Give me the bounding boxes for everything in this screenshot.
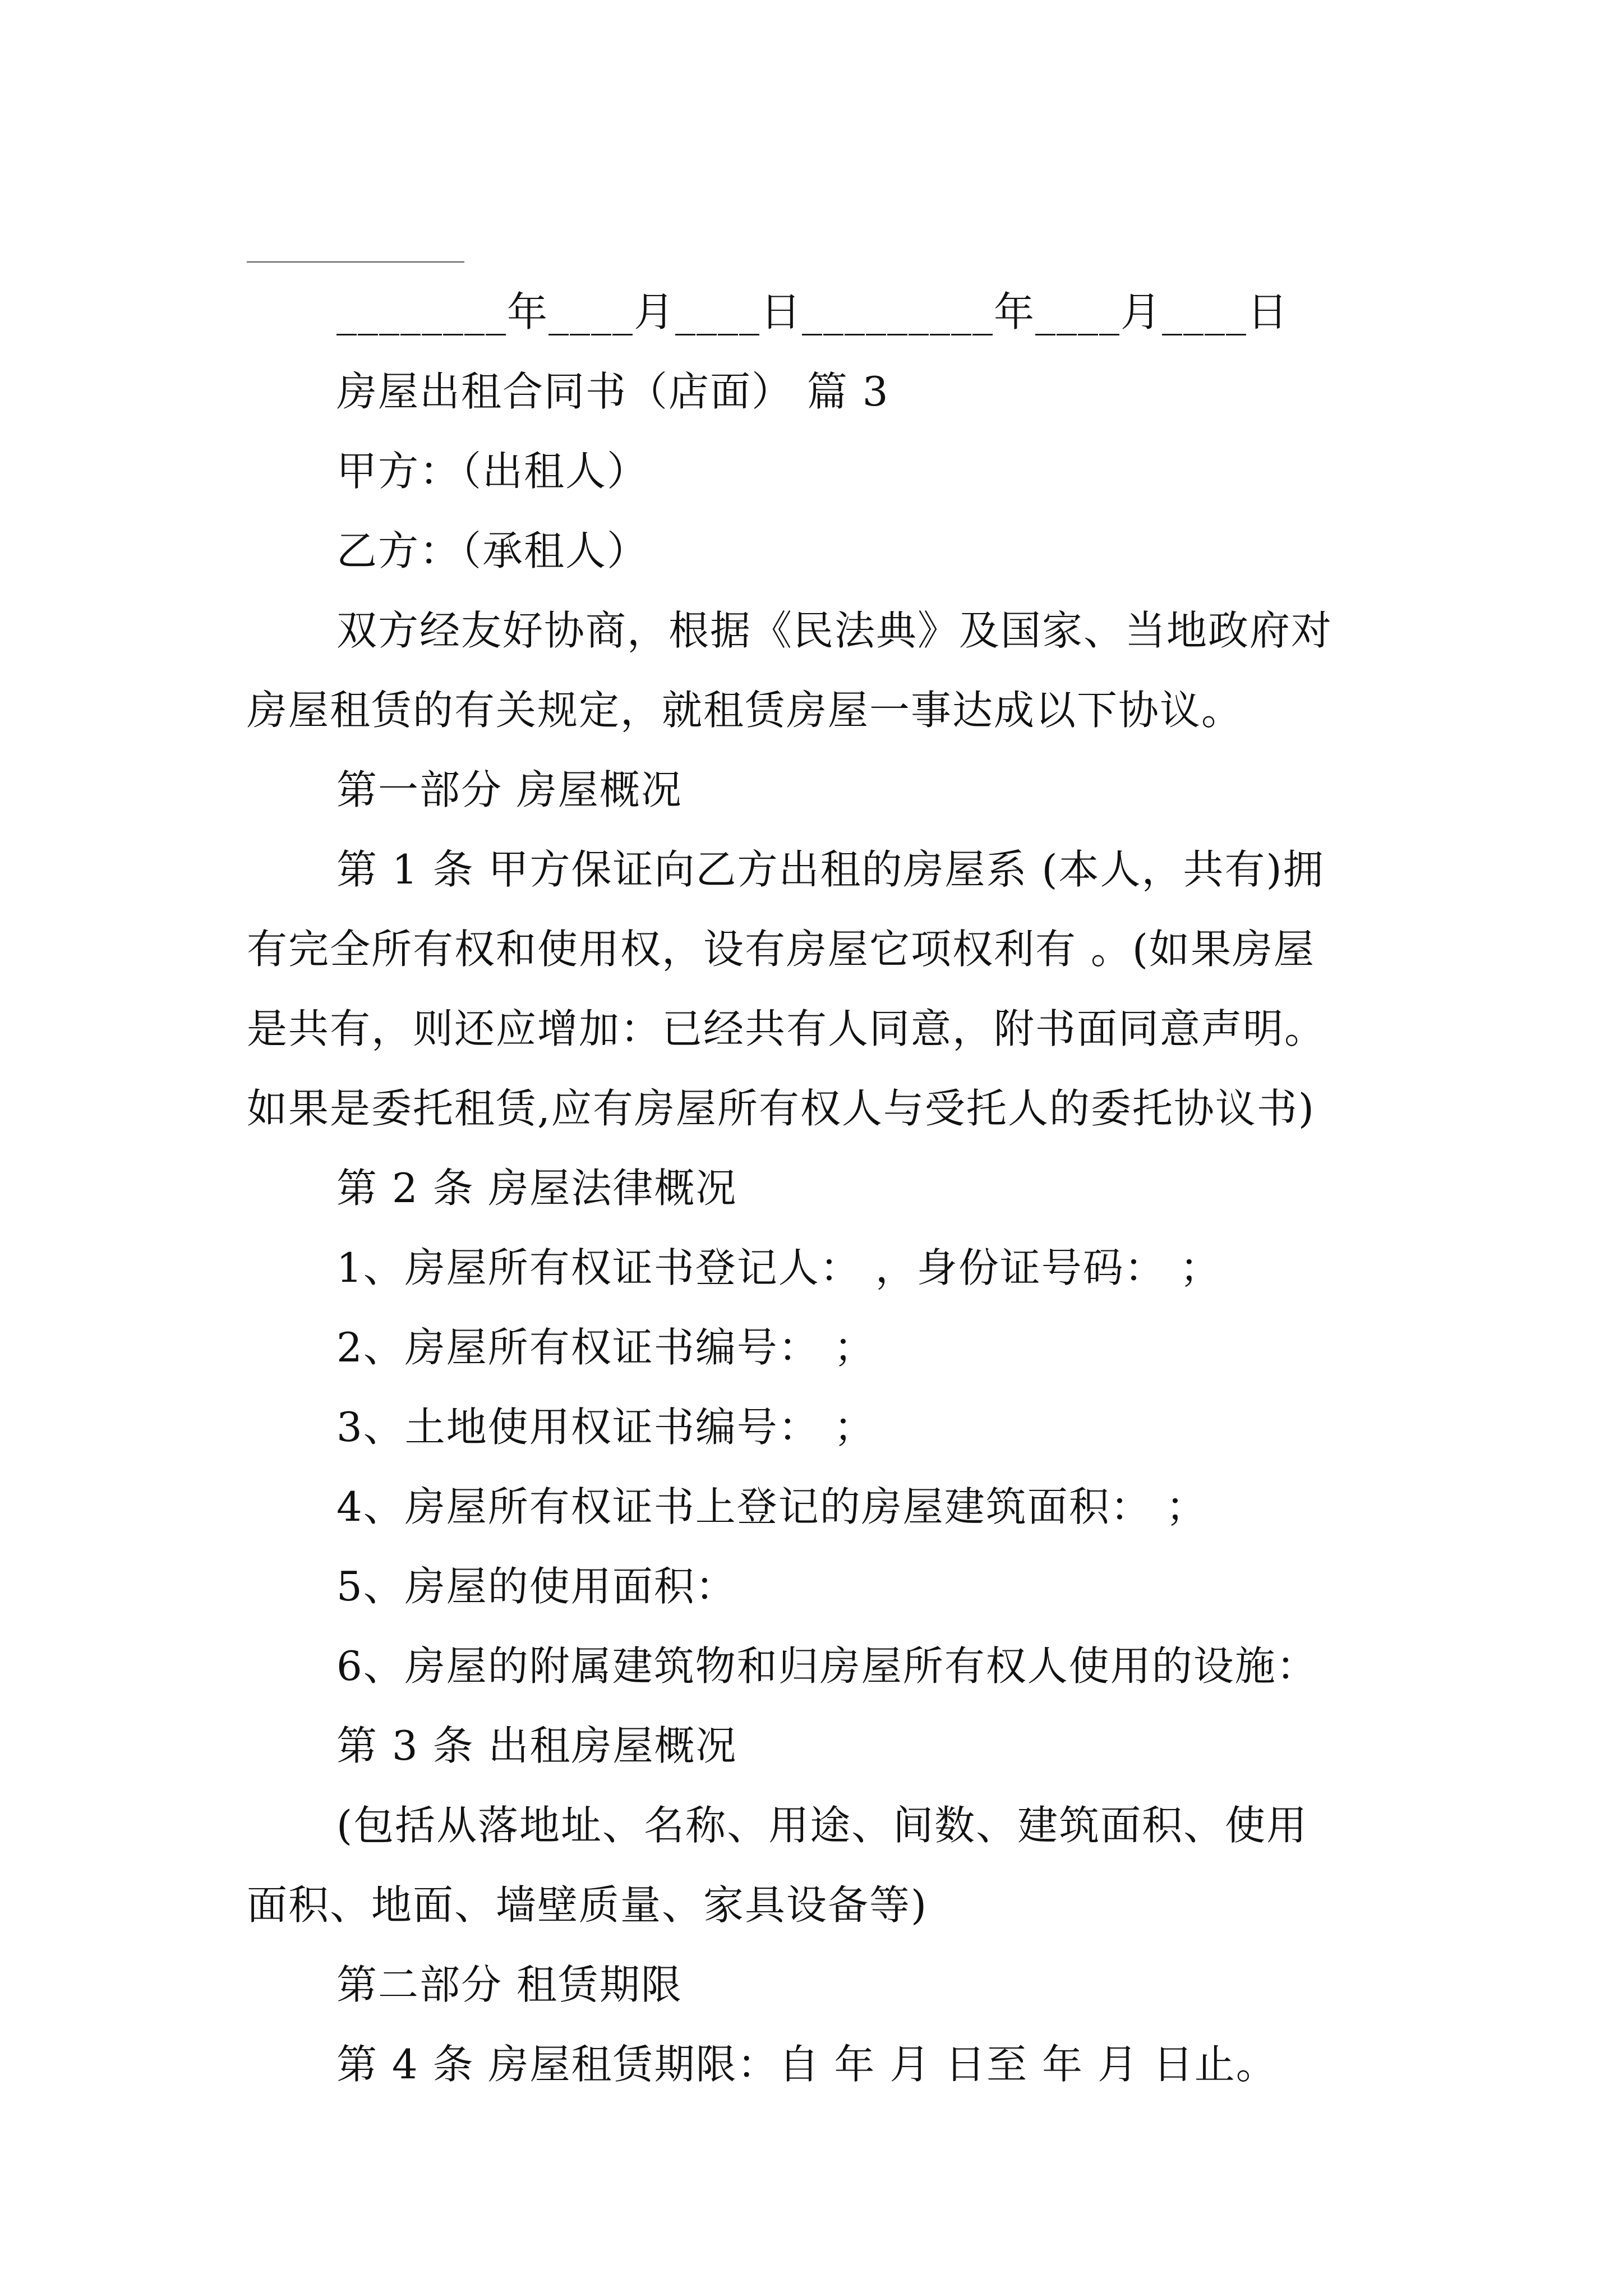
article1-line: 第 1 条 甲方保证向乙方出租的房屋系 (本人，共有)拥 bbox=[336, 846, 1325, 893]
intro-paragraph-line: 双方经友好协商，根据《民法典》及国家、当地政府对 bbox=[336, 607, 1333, 654]
document-title: 房屋出租合同书（店面） 篇 3 bbox=[336, 368, 889, 415]
article3-line: 面积、地面、墙壁质量、家具设备等) bbox=[247, 1881, 928, 1929]
article1-line: 如果是委托租赁,应有房屋所有权人与受托人的委托协议书) bbox=[247, 1085, 1315, 1132]
top-rule-divider bbox=[247, 261, 464, 263]
list-item: 1、房屋所有权证书登记人： ，身份证号码： ； bbox=[336, 1244, 1221, 1291]
list-item: 5、房屋的使用面积： bbox=[336, 1563, 737, 1610]
article1-line: 是共有，则还应增加：已经共有人同意，附书面同意声明。 bbox=[247, 1005, 1326, 1052]
article2-heading: 第 2 条 房屋法律概况 bbox=[336, 1165, 737, 1212]
date-line: ________年____月____日_________年____月____日 bbox=[336, 288, 1289, 335]
party-a-line: 甲方：（出租人） bbox=[336, 448, 649, 495]
article4-line: 第 4 条 房屋租赁期限：自 年 月 日至 年 月 日止。 bbox=[336, 2041, 1278, 2088]
part2-heading: 第二部分 租赁期限 bbox=[336, 1961, 683, 2008]
article3-line: (包括从落地址、名称、用途、间数、建筑面积、使用 bbox=[336, 1802, 1308, 1849]
list-item: 2、房屋所有权证书编号： ； bbox=[336, 1324, 875, 1371]
list-item: 4、房屋所有权证书上登记的房屋建筑面积： ； bbox=[336, 1483, 1207, 1530]
intro-paragraph-line: 房屋租赁的有关规定，就租赁房屋一事达成以下协议。 bbox=[247, 687, 1243, 734]
part1-heading: 第一部分 房屋概况 bbox=[336, 766, 683, 813]
article1-line: 有完全所有权和使用权，设有房屋它项权利有 。(如果房屋 bbox=[247, 926, 1315, 973]
list-item: 6、房屋的附属建筑物和归房屋所有权人使用的设施： bbox=[336, 1642, 1318, 1690]
list-item: 3、土地使用权证书编号： ； bbox=[336, 1404, 875, 1451]
article3-heading: 第 3 条 出租房屋概况 bbox=[336, 1722, 737, 1769]
party-b-line: 乙方：（承租人） bbox=[336, 527, 649, 574]
